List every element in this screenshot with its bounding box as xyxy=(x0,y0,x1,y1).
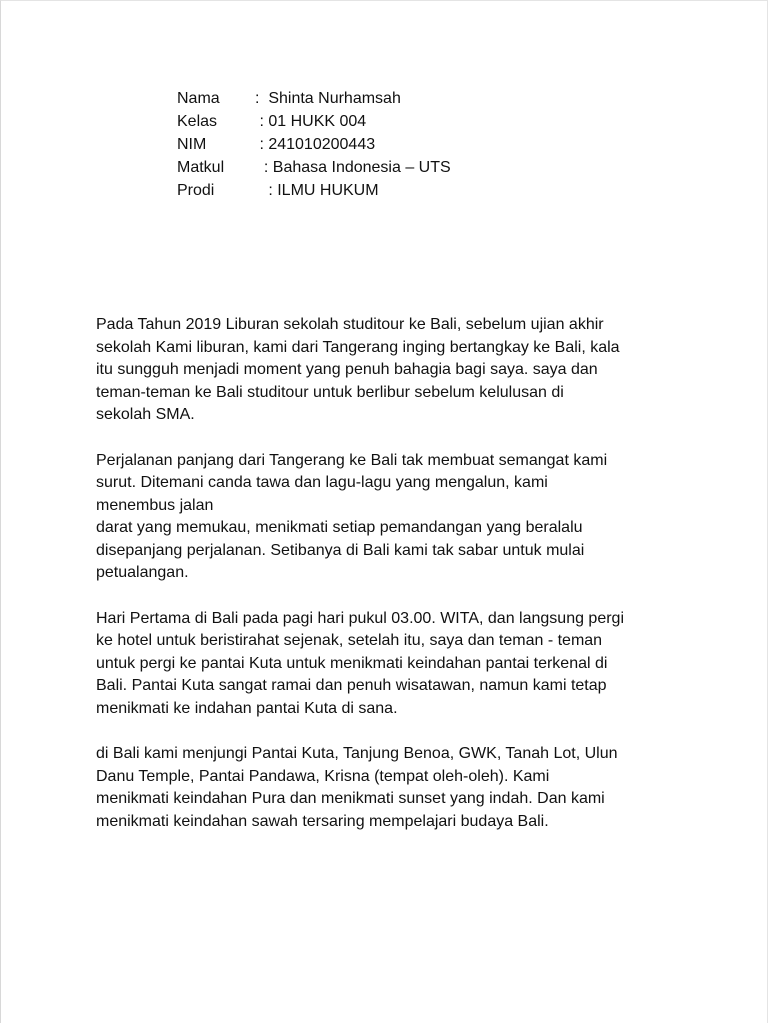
text-line: Bali. Pantai Kuta sangat ramai dan penuh wisatawan, namun kami tetap xyxy=(96,677,607,694)
header-value: : 241010200443 xyxy=(255,136,376,153)
text-line: menikmati keindahan Pura dan menikmati sunset yang indah. Dan kami xyxy=(96,790,605,807)
text-line: menembus jalan xyxy=(96,496,214,514)
header-row-nim xyxy=(177,133,451,156)
header-row-prodi xyxy=(177,179,451,202)
header-row-kelas xyxy=(177,110,451,133)
text-line: darat yang memukau, menikmati setiap pemandangan yang beralalu xyxy=(96,519,583,536)
header-label: Prodi xyxy=(177,182,215,199)
text-line: menikmati keindahan sawah tersaring mempelajari budaya Bali. xyxy=(96,812,549,830)
text-line: Pada Tahun 2019 Liburan sekolah studitour ke Bali, sebelum ujian akhir xyxy=(96,316,604,333)
text-line: surut. Ditemani canda tawa dan lagu-lagu yang mengalun, kami xyxy=(96,474,548,491)
student-info-header xyxy=(177,87,451,202)
text-line: Danu Temple, Pantai Pandawa, Krisna (tempat oleh-oleh). Kami xyxy=(96,767,550,785)
header-label: Matkul xyxy=(177,159,225,176)
header-label: Nama xyxy=(177,90,220,107)
header-label: Kelas xyxy=(177,113,218,130)
header-value: : Shinta Nurhamsah xyxy=(255,90,401,107)
paragraph-1 xyxy=(96,314,686,427)
header-value: : ILMU HUKUM xyxy=(255,182,379,199)
text-line: untuk pergi ke pantai Kuta untuk menikmati keindahan pantai terkenal di xyxy=(96,654,608,672)
text-line: itu sungguh menjadi moment yang penuh bahagia bagi saya. saya dan xyxy=(96,361,598,378)
text-line: sekolah SMA. xyxy=(96,406,195,423)
text-line: menikmati ke indahan pantai Kuta di sana. xyxy=(96,699,398,717)
paragraph-4 xyxy=(96,743,686,833)
text-line: teman-teman ke Bali studitour untuk berlibur sebelum kelulusan di xyxy=(96,383,564,401)
text-line: ke hotel untuk beristirahat sejenak, setelah itu, saya dan teman - teman xyxy=(96,632,603,649)
paragraph-3 xyxy=(96,608,686,721)
header-value: : Bahasa Indonesia – UTS xyxy=(255,159,451,176)
header-value: : 01 HUKK 004 xyxy=(255,113,367,130)
text-line: Hari Pertama di Bali pada pagi hari pukul 03.00. WITA, dan langsung pergi xyxy=(96,609,625,627)
text-line: disepanjang perjalanan. Setibanya di Bali kami tak sabar untuk mulai xyxy=(96,541,585,559)
text-line: petualangan. xyxy=(96,564,189,581)
text-line: sekolah Kami liburan, kami dari Tangerang inging bertangkay ke Bali, kala xyxy=(96,338,620,356)
text-line: Perjalanan panjang dari Tangerang ke Bali tak membuat semangat kami xyxy=(96,451,608,469)
header-row-nama xyxy=(177,87,451,110)
paragraph-2 xyxy=(96,450,686,585)
text-line: di Bali kami menjungi Pantai Kuta, Tanjung Benoa, GWK, Tanah Lot, Ulun xyxy=(96,745,618,762)
essay-body xyxy=(96,314,686,856)
header-label: NIM xyxy=(177,136,207,153)
header-row-matkul xyxy=(177,156,451,179)
